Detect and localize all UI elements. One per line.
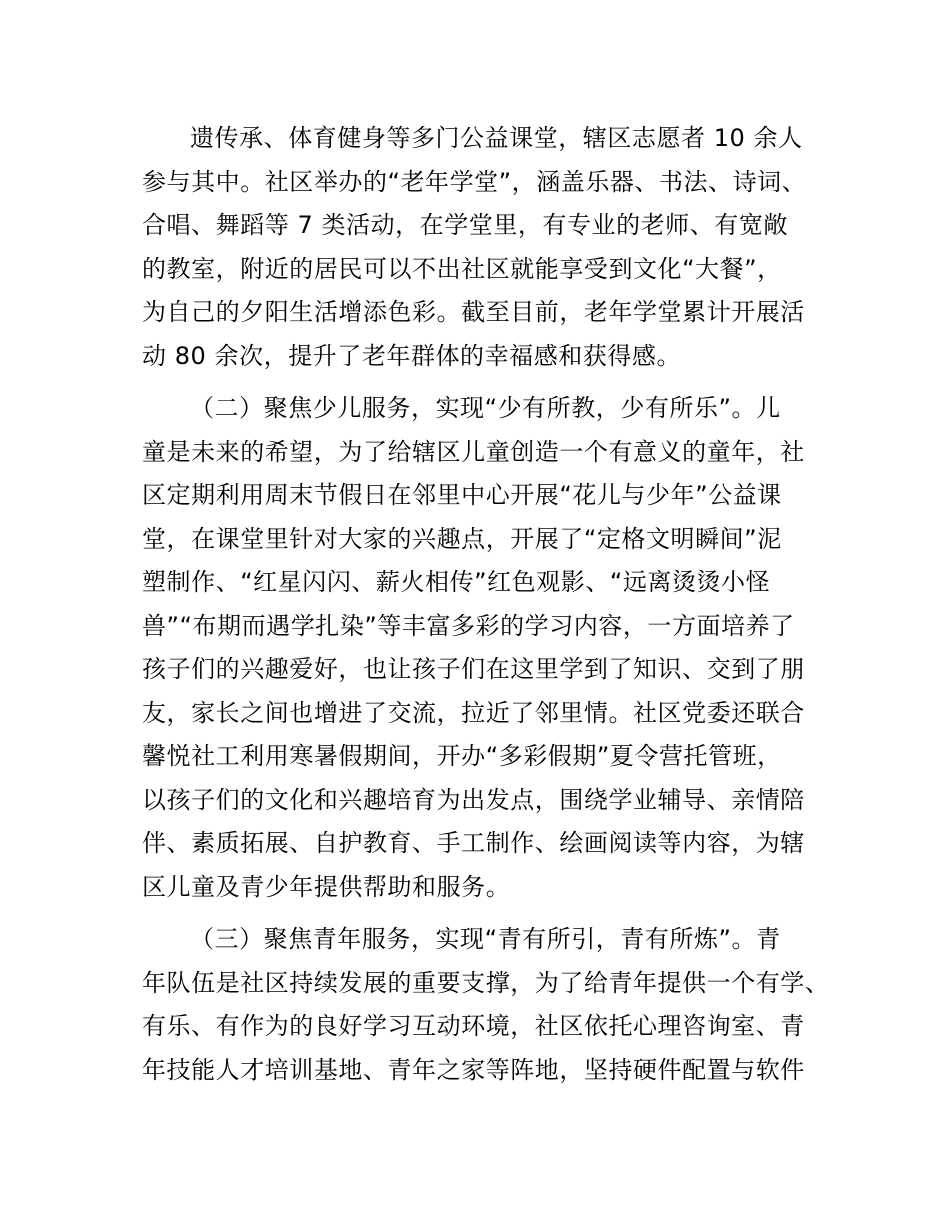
paragraph-1-line-4: 的教室，附近的居民可以不出社区就能享受到文化“大餐”， bbox=[142, 255, 782, 283]
paragraph-3-line-2: 年队伍是社区持续发展的重要支撑，为了给青年提供一个有学、 bbox=[142, 969, 830, 997]
paragraph-2-line-4: 堂，在课堂里针对大家的兴趣点，开展了“定格文明瞬间”泥 bbox=[142, 525, 782, 553]
paragraph-1-line-5: 为自己的夕阳生活增添色彩。截至目前，老年学堂累计开展活 bbox=[142, 298, 805, 326]
paragraph-1-line-1: 遗传承、体育健身等多门公益课堂，辖区志愿者 10 余人 bbox=[190, 124, 803, 152]
paragraph-2-line-9: 馨悦社工利用寒暑假期间，开办“多彩假期”夏令营托管班， bbox=[142, 742, 782, 770]
paragraph-2-line-7: 孩子们的兴趣爱好，也让孩子们在这里学到了知识、交到了朋 bbox=[142, 655, 805, 683]
paragraph-2-line-1: （二）聚焦少儿服务，实现“少有所教，少有所乐”。儿 bbox=[190, 394, 781, 422]
paragraph-1-line-6: 动 80 余次，提升了老年群体的幸福感和获得感。 bbox=[142, 342, 681, 370]
paragraph-2-line-8: 友，家长之间也增进了交流，拉近了邻里情。社区党委还联合 bbox=[142, 699, 805, 727]
paragraph-2-line-6: 兽”“布期而遇学扎染”等丰富多彩的学习内容，一方面培养了 bbox=[142, 612, 795, 640]
paragraph-1-line-2: 参与其中。社区举办的“老年学堂”，涵盖乐器、书法、诗词、 bbox=[142, 168, 807, 196]
paragraph-2-line-11: 伴、素质拓展、自护教育、手工制作、绘画阅读等内容，为辖 bbox=[142, 829, 805, 857]
paragraph-2-line-3: 区定期利用周末节假日在邻里中心开展“花儿与少年”公益课 bbox=[142, 481, 782, 509]
paragraph-2-line-2: 童是未来的希望，为了给辖区儿童创造一个有意义的童年，社 bbox=[142, 438, 805, 466]
paragraph-2-line-12: 区儿童及青少年提供帮助和服务。 bbox=[142, 873, 511, 901]
paragraph-3-line-1: （三）聚焦青年服务，实现“青有所引，青有所炼”。青 bbox=[190, 925, 781, 953]
paragraph-2-line-5: 塑制作、“红星闪闪、薪火相传”红色观影、“远离烫烫小怪 bbox=[142, 568, 771, 596]
paragraph-2-line-10: 以孩子们的文化和兴趣培育为出发点，围绕学业辅导、亲情陪 bbox=[142, 786, 805, 814]
paragraph-1-line-3: 合唱、舞蹈等 7 类活动，在学堂里，有专业的老师、有宽敞 bbox=[142, 211, 788, 239]
paragraph-3-line-3: 有乐、有作为的良好学习互动环境，社区依托心理咨询室、青 bbox=[142, 1012, 805, 1040]
paragraph-3-line-4: 年技能人才培训基地、青年之家等阵地，坚持硬件配置与软件 bbox=[142, 1056, 805, 1084]
